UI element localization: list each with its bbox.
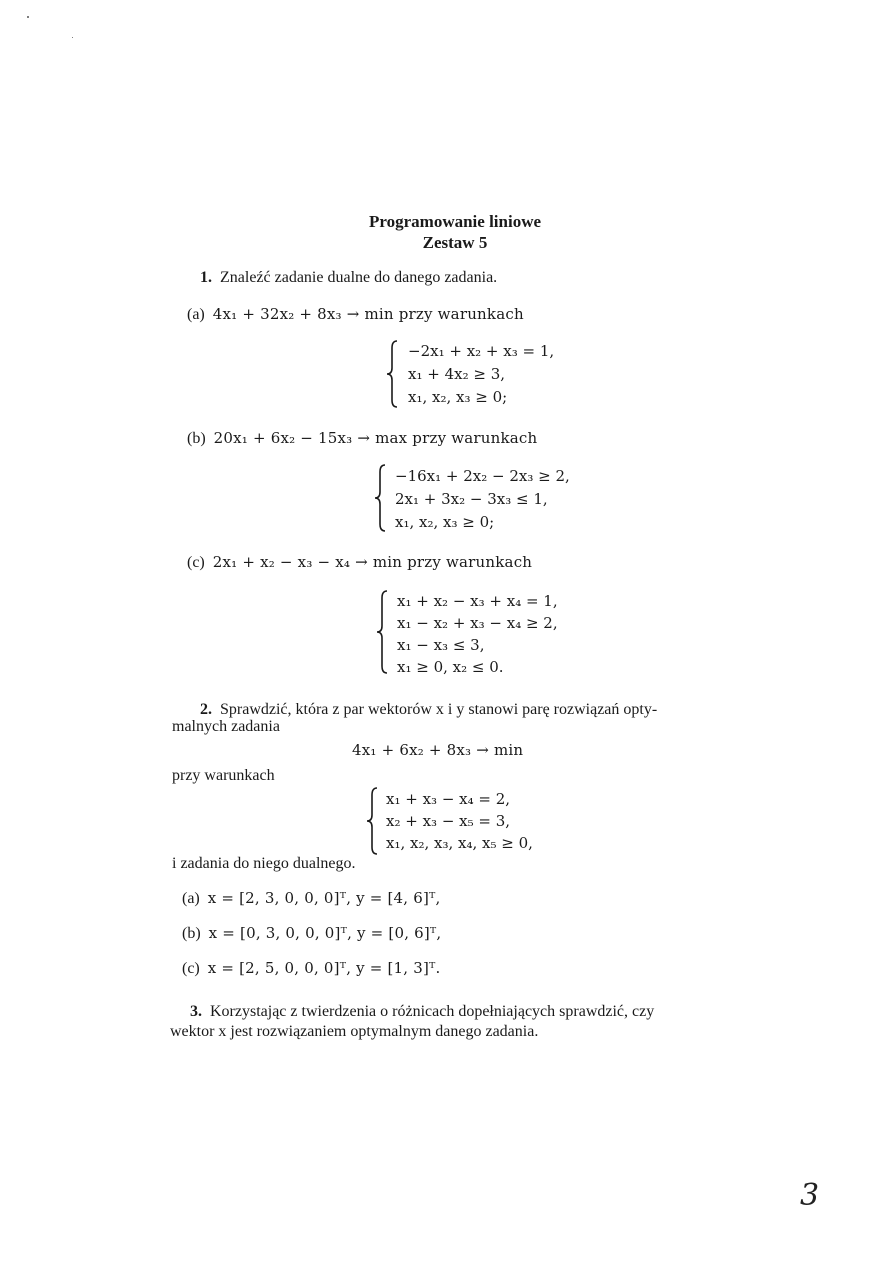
problem-1a-objective: 4x₁ + 32x₂ + 8x₃ → min przy warunkach [212, 305, 524, 323]
problem-2-intro-line-1 [200, 701, 657, 719]
option-b-label: (b) [182, 925, 201, 942]
brace-2 [364, 787, 380, 855]
problem-3-number: 3. [190, 1003, 202, 1020]
constraint-1c-1: x₁ + x₂ − x₃ + x₄ = 1, [397, 592, 558, 610]
title-line-1: Programowanie liniowe [368, 212, 542, 231]
constraint-1a-2: x₁ + 4x₂ ≥ 3, [408, 365, 506, 383]
scan-speck [72, 37, 73, 38]
problem-1b-objective: 20x₁ + 6x₂ − 15x₃ → max przy warunkach [213, 429, 538, 447]
constraint-2-3: x₁, x₂, x₃, x₄, x₅ ≥ 0, [386, 834, 533, 852]
problem-1a-objective-line [187, 305, 524, 324]
constraint-2-2: x₂ + x₃ − x₅ = 3, [386, 812, 511, 830]
problem-3-line-1 [190, 1003, 654, 1021]
problem-2-option-a [182, 889, 441, 908]
problem-2-number: 2. [200, 701, 212, 718]
option-c-label: (c) [182, 960, 200, 977]
problem-3-text-1: Korzystając z twierdzenia o różnicach dopełniających sprawdzić, czy [210, 1003, 655, 1020]
brace-1a [384, 340, 400, 408]
brace-1b [372, 464, 388, 532]
problem-2-option-b [182, 924, 441, 943]
problem-1c-objective-line [187, 553, 532, 572]
problem-1-intro: Znaleźć zadanie dualne do danego zadania. [220, 269, 498, 286]
constraint-2-1: x₁ + x₃ − x₄ = 2, [386, 790, 511, 808]
problem-1b-objective-line [187, 429, 537, 448]
option-b-text: x = [0, 3, 0, 0, 0]ᵀ, y = [0, 6]ᵀ, [208, 924, 442, 942]
title-line-2: Zestaw 5 [422, 233, 488, 252]
constraint-1b-3: x₁, x₂, x₃ ≥ 0; [395, 513, 495, 531]
problem-1c-objective: 2x₁ + x₂ − x₃ − x₄ → min przy warunkach [212, 553, 533, 571]
constraint-1b-1: −16x₁ + 2x₂ − 2x₃ ≥ 2, [395, 467, 570, 485]
constraint-1a-3: x₁, x₂, x₃ ≥ 0; [408, 388, 508, 406]
problem-1-number: 1. [200, 269, 212, 286]
problem-3-line-2: wektor x jest rozwiązaniem optymalnym danego zadania. [170, 1023, 539, 1040]
option-a-label: (a) [182, 890, 200, 907]
problem-2-intro-line-2: malnych zadania [172, 718, 280, 735]
problem-2-intro-1: Sprawdzić, która z par wektorów x i y stanowi parę rozwiązań opty- [220, 701, 658, 718]
scan-speck [27, 16, 29, 18]
problem-1 [200, 269, 497, 287]
problem-1b-label: (b) [187, 430, 206, 447]
constraint-1c-4: x₁ ≥ 0, x₂ ≤ 0. [397, 658, 504, 676]
problem-2-objective: 4x₁ + 6x₂ + 8x₃ → min [352, 741, 524, 759]
constraint-1a-1: −2x₁ + x₂ + x₃ = 1, [408, 342, 555, 360]
brace-1c [374, 590, 390, 674]
problem-1c-label: (c) [187, 554, 205, 571]
page-number: 3 [800, 1178, 820, 1213]
constraint-1c-2: x₁ − x₂ + x₃ − x₄ ≥ 2, [397, 614, 558, 632]
option-a-text: x = [2, 3, 0, 0, 0]ᵀ, y = [4, 6]ᵀ, [207, 889, 441, 907]
option-c-text: x = [2, 5, 0, 0, 0]ᵀ, y = [1, 3]ᵀ. [207, 959, 441, 977]
constraint-1c-3: x₁ − x₃ ≤ 3, [397, 636, 485, 654]
problem-2-outro: i zadania do niego dualnego. [172, 855, 356, 872]
problem-2-option-c [182, 959, 441, 978]
problem-1a-label: (a) [187, 306, 205, 323]
constraint-1b-2: 2x₁ + 3x₂ − 3x₃ ≤ 1, [395, 490, 548, 508]
problem-2-conditions-label: przy warunkach [172, 767, 275, 784]
